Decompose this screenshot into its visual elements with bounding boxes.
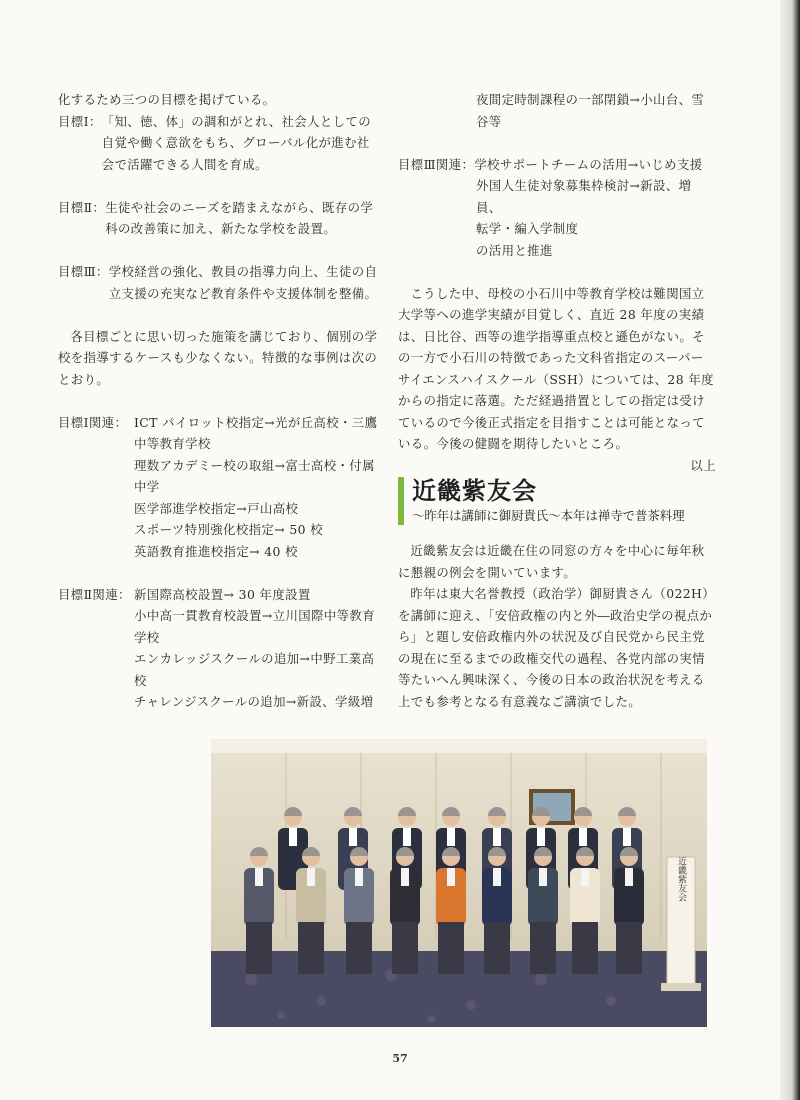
- example-item: 新国際高校設置→ 30 年度設置: [134, 586, 311, 602]
- examples-goal-2: [58, 584, 380, 713]
- example-item: 英語教育推進校指定→ 40 校: [134, 543, 298, 559]
- section-heading: [398, 477, 730, 525]
- goal-label: 目標Ⅲ：: [58, 264, 109, 279]
- example-item: 転学・編入学制度: [476, 221, 579, 236]
- example-item: スポーツ特別強化校指定→ 50 校: [134, 522, 324, 537]
- examples-intro-paragraph: 各目標ごとに思い切った施策を講じており、個別の学校を指導するケースも少なくない。特徴的な事例は次のとおり。: [58, 328, 378, 387]
- section-paragraph: 近畿紫友会は近畿在住の同窓の方々を中心に毎年秋に懇親の例会を開いています。: [398, 543, 705, 580]
- koishikawa-paragraph: こうした中、母校の小石川中等教育学校は難関国立大学等への進学実績が目覚しく、直近 28 年度の実績は、日比谷、西等の進学指導重点校と遜色がない。その一方で小石川の特徴であった文科省指定のスーパーサイエンスハイスクール（SSH）については、28 年度からの指定に落選。ただ経過措置としての指定は受けているので今後正式指定を目指すことは可能となっている。今後の健闘を期待したいところ。: [398, 285, 714, 451]
- goal-text: 学校経営の強化、教員の指導力向上、生徒の自立支援の充実など教育条件や支援体制を整備。: [108, 264, 378, 301]
- section-paragraph: 昨年は東大名誉教授（政治学）御厨貴さん（022H）を講師に迎え、「安倍政権の内と外―政治史学の視点から」と題し安倍政権内外の状況及び自民党から民主党の現在に至るまでの政権交代の過程、各党内部の実情等たいへん興味深く、今後の日本の政治状況を考える上でも参考となる有意義なご講演でした。: [398, 586, 716, 709]
- section-body: [398, 540, 716, 712]
- example-item: ICT パイロット校指定→光が丘高校・三鷹中等教育学校: [134, 414, 378, 451]
- group-photo: [211, 739, 707, 1027]
- example-item: 医学部進学校指定→戸山高校: [134, 500, 299, 516]
- goal-3: [58, 261, 380, 304]
- sign-text: 近畿紫友会: [676, 856, 686, 902]
- page-edge-shadow: [780, 0, 800, 1100]
- example-item: 小中高一貫教育校設置→立川国際中等教育学校: [134, 608, 376, 645]
- goal-label: 目標Ⅱ：: [58, 199, 106, 215]
- goal-text: 「知、徳、体」の調和がとれ、社会人としての自覚や働く意欲をもち、グローバル化が進む社会で活躍できる人間を育成。: [101, 113, 372, 172]
- example-item: の活用と推進: [476, 242, 553, 258]
- example-item: チャレンジスクールの追加→新設、学級増: [134, 694, 374, 709]
- left-column: [58, 89, 380, 713]
- examples-label: 目標Ⅲ関連：: [398, 156, 475, 172]
- example-item: 学校サポートチームの活用→いじめ支援: [474, 156, 703, 172]
- group-photo-illustration: [211, 739, 707, 1027]
- right-column: [398, 89, 716, 476]
- examples-label: 目標Ⅰ関連：: [58, 414, 128, 430]
- goal-label: 目標Ⅰ：: [58, 113, 102, 129]
- section-subtitle: ～昨年は講師に御厨貴氏～本年は禅寺で普茶料理: [412, 508, 685, 523]
- ijou-mark: 以上: [690, 457, 716, 473]
- continued-item: 夜間定時制課程の一部閉鎖→小山台、雪谷等: [476, 92, 705, 129]
- goal-text: 生徒や社会のニーズを踏まえながら、既存の学科の改善策に加え、新たな学校を設置。: [105, 199, 374, 236]
- section-title: 近畿紫友会: [412, 477, 537, 505]
- examples-goal-1: [58, 412, 380, 563]
- page-number: 57: [392, 1052, 408, 1065]
- examples-label: 目標Ⅱ関連：: [58, 586, 131, 602]
- goal-2: [58, 197, 380, 240]
- examples-goal-3: [398, 154, 716, 176]
- goal-1: [58, 111, 380, 176]
- example-item: エンカレッジスクールの追加→中野工業高校: [134, 651, 375, 688]
- example-item: 理数アカデミー校の取組→富士高校・付属中学: [134, 457, 375, 494]
- example-item: 外国人生徒対象募集枠検討→新設、増員、: [476, 178, 692, 215]
- intro-line: 化するため三つの目標を掲げている。: [58, 92, 276, 107]
